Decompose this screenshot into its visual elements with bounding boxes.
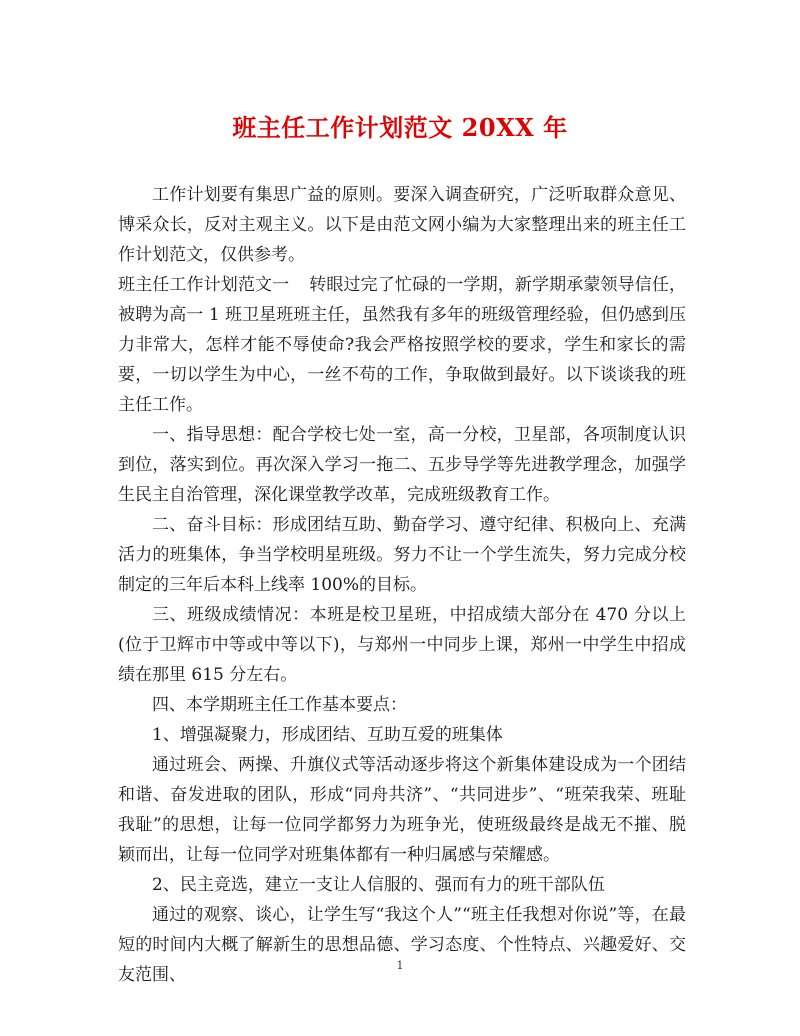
sample-one-label: 班主任工作计划范文一 [118,275,290,295]
goal-paragraph: 二、奋斗目标：形成团结互助、勤奋学习、遵守纪律、积极向上、充满活力的班集体，争当学校明星班级。努力不让一个学生流失，努力完成分校制定的三年后本科上线率 100%的目标。 [118,515,686,595]
guiding-thought-paragraph: 一、指导思想：配合学校七处一室，高一分校，卫星部，各项制度认识到位，落实到位。再次深入学习一拖二、五步导学等先进教学理念，加强学生民主自治管理，深化课堂教学改革，完成班级教育工作。 [118,425,686,505]
point-two-heading: 2、民主竞选，建立一支让人信服的、强而有力的班干部队伍 [152,875,605,895]
sample-one-paragraph [118,270,686,420]
document-title: 班主任工作计划范文 20XX 年 [232,113,568,142]
page-number: 1 [396,959,404,972]
point-two-paragraph: 通过的观察、谈心，让学生写“我这个人”“班主任我想对你说”等，在最短的时间内大概了解新生的思想品德、学习态度、个性特点、兴趣爱好、交友范围、 [118,905,686,985]
sample-one-text: 转眼过完了忙碌的一学期，新学期承蒙领导信任，被聘为高一 1 班卫星班班主任，虽然我有多年的班级管理经验，但仍感到压力非常大，怎样才能不辱使命?我会严格按照学校的要求，学生和家长的需要，一切以学生为中心，一丝不苟的工作，争取做到最好。以下谈谈我的班主任工作。 [118,275,687,415]
document-body [118,180,686,990]
class-performance-paragraph: 三、班级成绩情况：本班是校卫星班，中招成绩大部分在 470 分以上(位于卫辉市中等或中等以下)，与郑州一中同步上课，郑州一中学生中招成绩在那里 615 分左右。 [118,605,686,685]
intro-paragraph: 工作计划要有集思广益的原则。要深入调查研究，广泛听取群众意见、博采众长，反对主观主义。以下是由范文网小编为大家整理出来的班主任工作计划范文，仅供参考。 [118,185,686,265]
point-one-paragraph: 通过班会、两操、升旗仪式等活动逐步将这个新集体建设成为一个团结和谐、奋发进取的团队，形成“同舟共济”、“共同进步”、“班荣我荣、班耻我耻”的思想，让每一位同学都努力为班争光，使班级最终是战无不摧、脱颖而出，让每一位同学对班集体都有一种归属感与荣耀感。 [118,755,686,865]
point-one-heading: 1、增强凝聚力，形成团结、互助互爱的班集体 [152,725,503,745]
key-points-heading: 四、本学期班主任工作基本要点： [152,695,407,715]
